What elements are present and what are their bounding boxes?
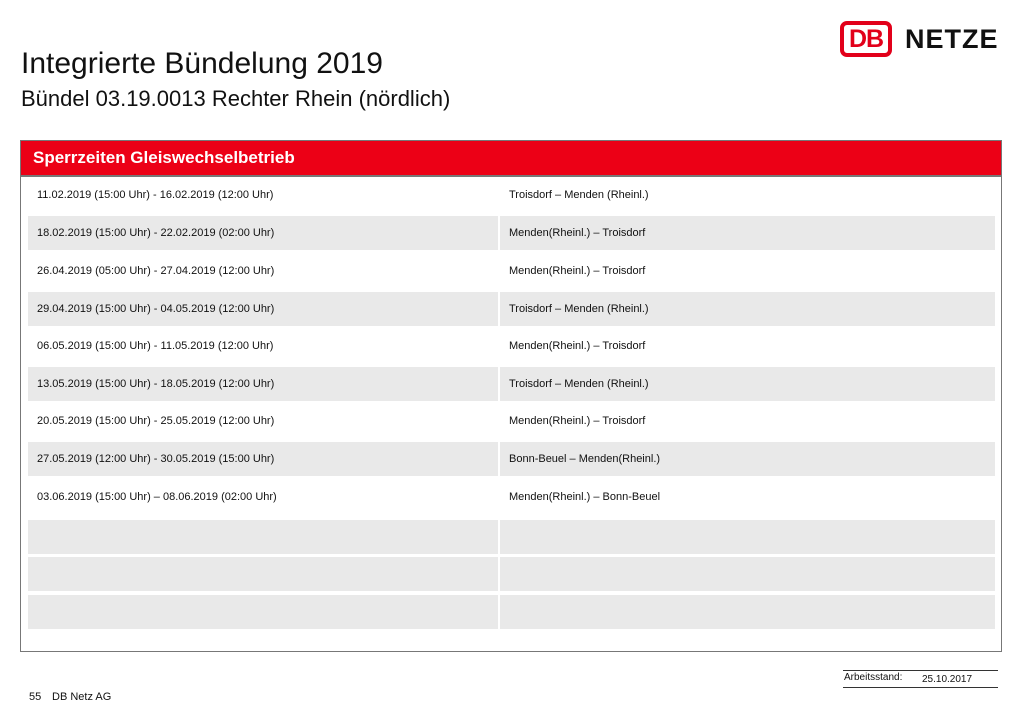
table-row [28, 480, 995, 514]
route-cell [500, 520, 995, 554]
table-row [28, 595, 995, 629]
period-cell: 20.05.2019 (15:00 Uhr) - 25.05.2019 (12:00 Uhr) [28, 404, 498, 438]
period-cell: 13.05.2019 (15:00 Uhr) - 18.05.2019 (12:00 Uhr) [28, 367, 498, 401]
period-cell: 11.02.2019 (15:00 Uhr) - 16.02.2019 (12:00 Uhr) [28, 178, 498, 212]
page-subtitle: Bündel 03.19.0013 Rechter Rhein (nördlich) [21, 86, 451, 111]
period-cell [28, 557, 498, 591]
period-cell: 29.04.2019 (15:00 Uhr) - 04.05.2019 (12:00 Uhr) [28, 292, 498, 326]
period-cell: 03.06.2019 (15:00 Uhr) – 08.06.2019 (02:00 Uhr) [28, 480, 498, 514]
route-cell: Menden(Rheinl.) – Troisdorf [500, 404, 995, 438]
table-row [28, 442, 995, 476]
netze-logo-word: NETZE [905, 23, 999, 54]
work-status-box [843, 670, 998, 688]
page-number: 55 [29, 691, 42, 703]
route-cell [500, 557, 995, 591]
db-netze-logo [840, 19, 999, 59]
period-cell: 26.04.2019 (05:00 Uhr) - 27.04.2019 (12:00 Uhr) [28, 254, 498, 288]
work-status-label: Arbeitsstand: [844, 672, 903, 683]
period-cell: 27.05.2019 (12:00 Uhr) - 30.05.2019 (15:00 Uhr) [28, 442, 498, 476]
table-row [28, 254, 995, 288]
table-row [28, 216, 995, 250]
route-cell [500, 595, 995, 629]
route-cell: Troisdorf – Menden (Rheinl.) [500, 292, 995, 326]
route-cell: Menden(Rheinl.) – Troisdorf [500, 216, 995, 250]
route-cell: Menden(Rheinl.) – Troisdorf [500, 329, 995, 363]
table-row [28, 404, 995, 438]
work-status-date: 25.10.2017 [922, 674, 973, 685]
period-cell [28, 520, 498, 554]
period-cell: 18.02.2019 (15:00 Uhr) - 22.02.2019 (02:00 Uhr) [28, 216, 498, 250]
company-name: DB Netz AG [52, 691, 112, 703]
period-cell [28, 595, 498, 629]
table-row [28, 178, 995, 212]
period-cell: 06.05.2019 (15:00 Uhr) - 11.05.2019 (12:00 Uhr) [28, 329, 498, 363]
page-title: Integrierte Bündelung 2019 [21, 47, 383, 80]
table-row [28, 367, 995, 401]
db-logo-mark: DB [840, 21, 892, 57]
table-row [28, 520, 995, 554]
route-cell: Bonn-Beuel – Menden(Rheinl.) [500, 442, 995, 476]
route-cell: Menden(Rheinl.) – Bonn-Beuel [500, 480, 995, 514]
schedule-panel [20, 140, 1002, 652]
route-cell: Troisdorf – Menden (Rheinl.) [500, 367, 995, 401]
table-row [28, 292, 995, 326]
table-row [28, 329, 995, 363]
table-row [28, 557, 995, 591]
route-cell: Troisdorf – Menden (Rheinl.) [500, 178, 995, 212]
route-cell: Menden(Rheinl.) – Troisdorf [500, 254, 995, 288]
panel-header: Sperrzeiten Gleiswechselbetrieb [21, 141, 1001, 177]
